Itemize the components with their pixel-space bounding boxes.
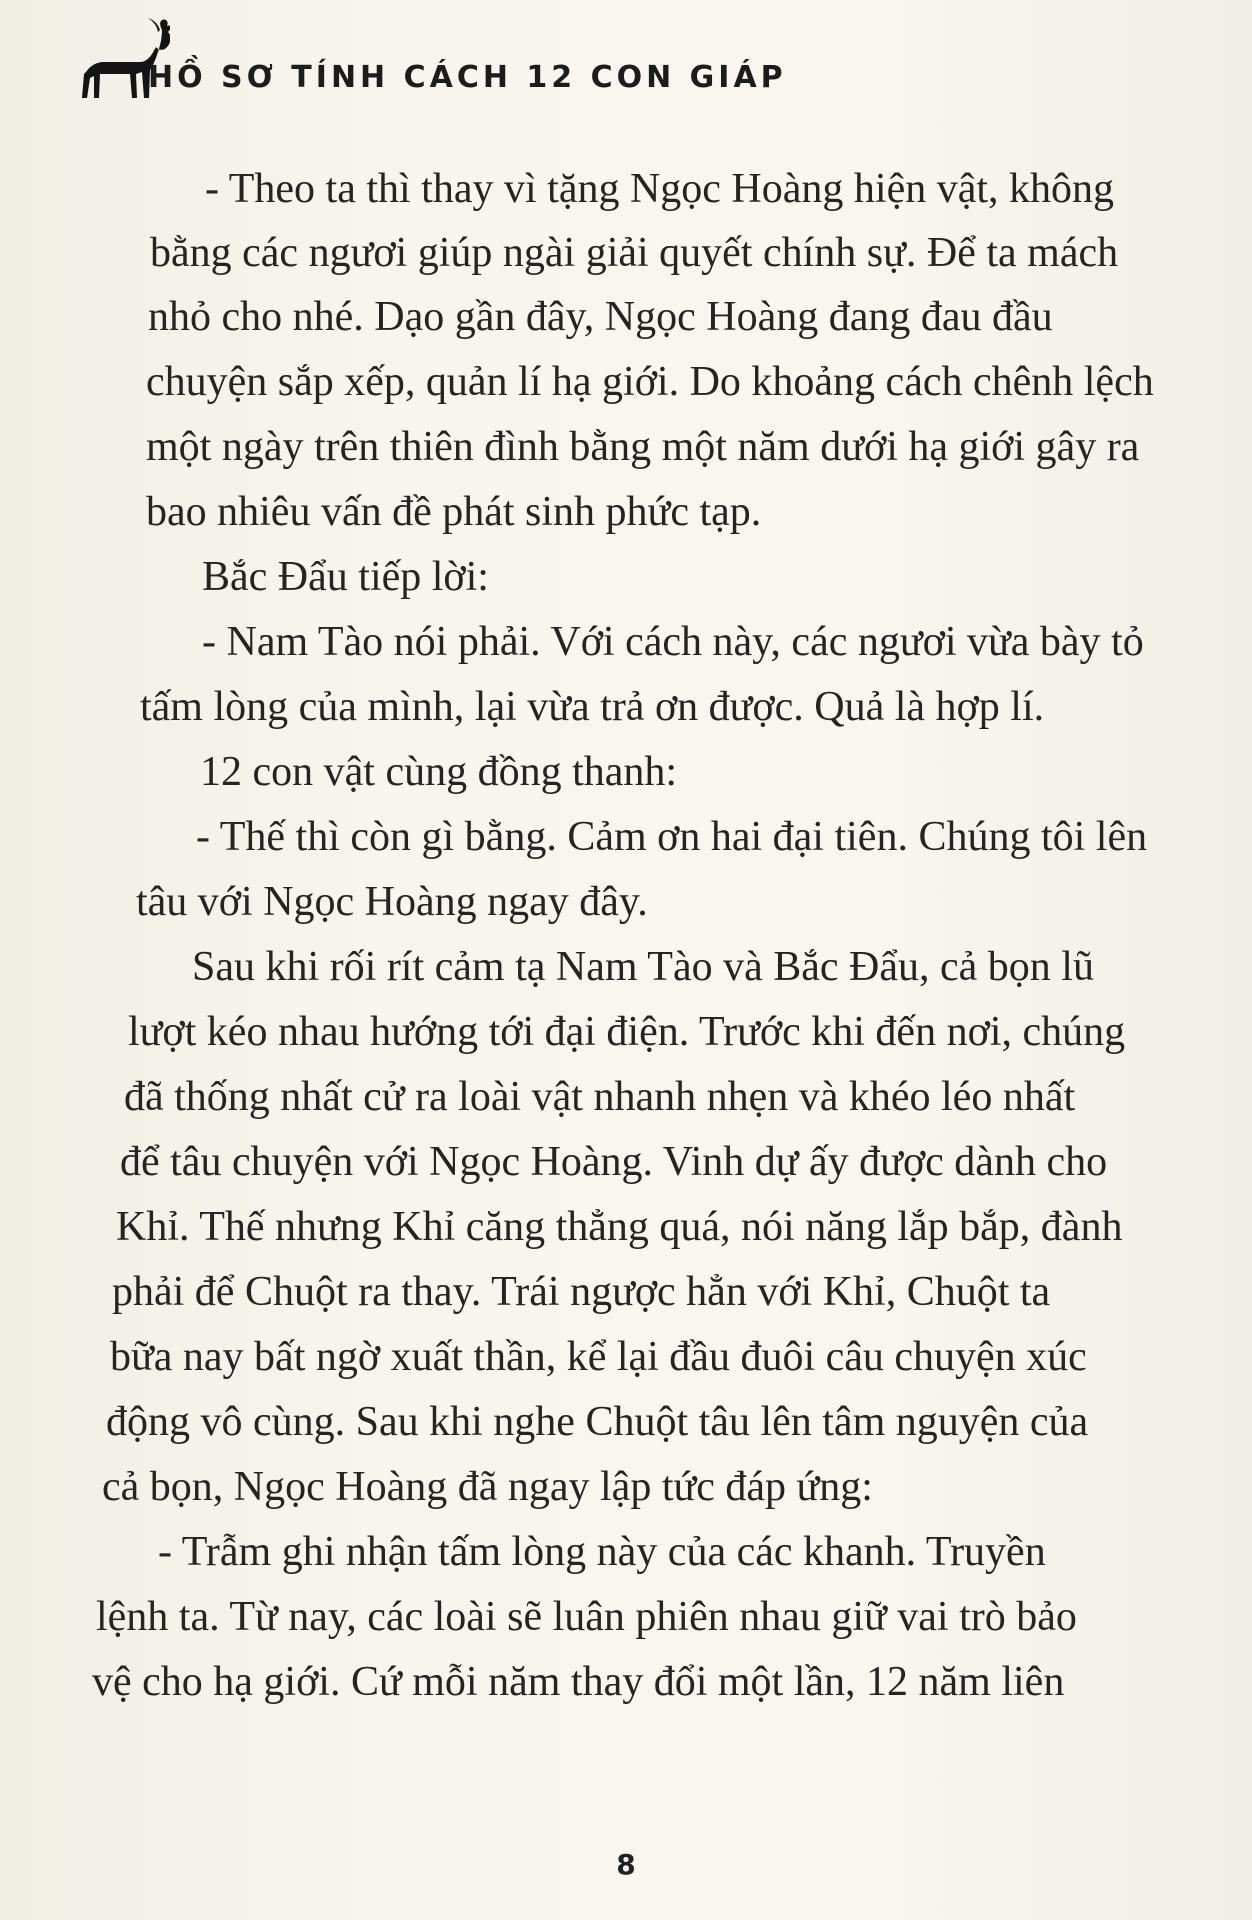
text-line: lệnh ta. Từ nay, các loài sẽ luân phiên nhau giữ vai trò bảo <box>96 1594 1077 1640</box>
text-line: bằng các ngươi giúp ngài giải quyết chính sự. Để ta mách <box>150 230 1119 276</box>
text-line: một ngày trên thiên đình bằng một năm dưới hạ giới gây ra <box>146 424 1140 470</box>
text-line: nhỏ cho nhé. Dạo gần đây, Ngọc Hoàng đang đau đầu <box>148 294 1053 340</box>
text-line: chuyện sắp xếp, quản lí hạ giới. Do khoảng cách chênh lệch <box>146 359 1154 405</box>
text-line: phải để Chuột ra thay. Trái ngược hẳn với Khỉ, Chuột ta <box>112 1269 1051 1315</box>
text-line: Khỉ. Thế nhưng Khỉ căng thẳng quá, nói năng lắp bắp, đành <box>116 1204 1123 1250</box>
text-line: tâu với Ngọc Hoàng ngay đây. <box>136 879 648 925</box>
text-line: - Trẫm ghi nhận tấm lòng này của các khanh. Truyền <box>158 1529 1046 1575</box>
text-line: Bắc Đẩu tiếp lời: <box>202 554 489 600</box>
text-line: đã thống nhất cử ra loài vật nhanh nhẹn và khéo léo nhất <box>124 1074 1076 1120</box>
text-line: - Theo ta thì thay vì tặng Ngọc Hoàng hiện vật, không <box>205 166 1115 212</box>
text-line: 12 con vật cùng đồng thanh: <box>200 749 678 795</box>
text-line: lượt kéo nhau hướng tới đại điện. Trước khi đến nơi, chúng <box>128 1009 1126 1055</box>
text-line: cả bọn, Ngọc Hoàng đã ngay lập tức đáp ứng: <box>102 1464 873 1510</box>
text-line: Sau khi rối rít cảm tạ Nam Tào và Bắc Đẩu, cả bọn lũ <box>192 944 1094 990</box>
text-line: - Thế thì còn gì bằng. Cảm ơn hai đại tiên. Chúng tôi lên <box>196 814 1148 860</box>
text-line: động vô cùng. Sau khi nghe Chuột tâu lên tâm nguyện của <box>106 1399 1089 1445</box>
text-line: để tâu chuyện với Ngọc Hoàng. Vinh dự ấy được dành cho <box>120 1139 1108 1185</box>
page-number: 8 <box>616 1848 636 1881</box>
text-line: tấm lòng của mình, lại vừa trả ơn được. Quả là hợp lí. <box>140 684 1045 730</box>
text-line: - Nam Tào nói phải. Với cách này, các ngươi vừa bày tỏ <box>202 619 1144 665</box>
text-line: bữa nay bất ngờ xuất thần, kể lại đầu đuôi câu chuyện xúc <box>110 1334 1087 1380</box>
text-line: vệ cho hạ giới. Cứ mỗi năm thay đổi một lần, 12 năm liên <box>92 1659 1065 1705</box>
text-line: bao nhiêu vấn đề phát sinh phức tạp. <box>146 489 762 535</box>
header-title: HỒ SƠ TÍNH CÁCH 12 CON GIÁP <box>148 60 787 95</box>
